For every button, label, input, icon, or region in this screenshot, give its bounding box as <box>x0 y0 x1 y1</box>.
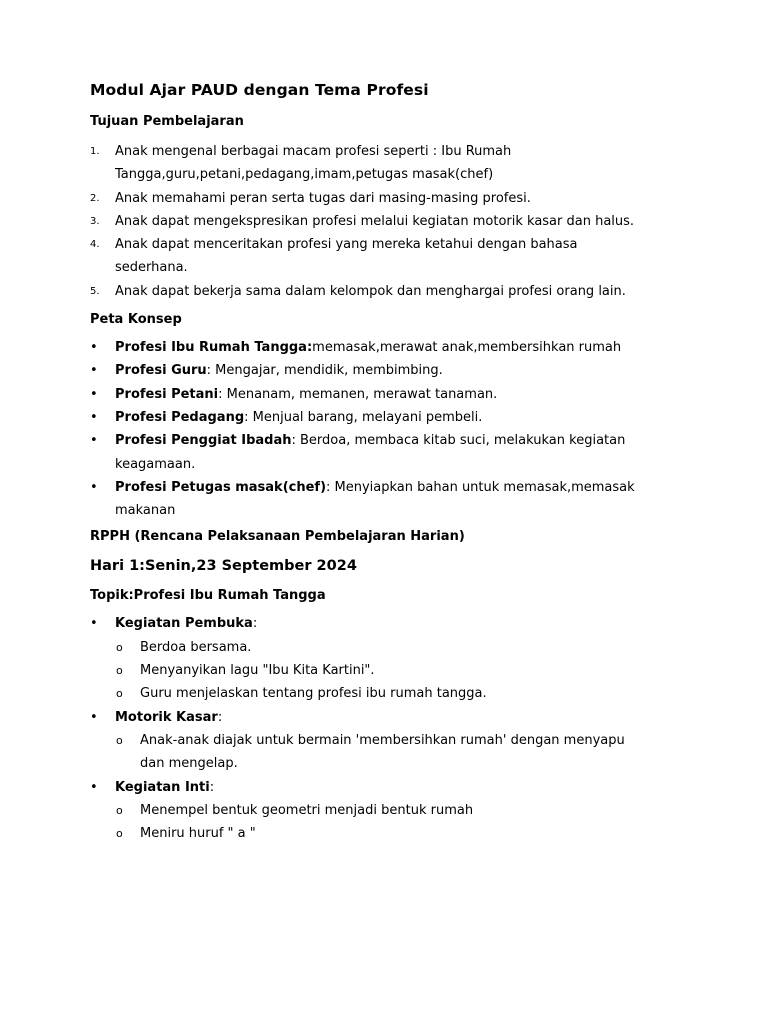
list-item <box>90 187 690 210</box>
list-text: Anak dapat bekerja sama dalam kelompok dan menghargai profesi orang lain. <box>115 283 626 299</box>
bullet-marker: • <box>90 340 98 356</box>
profession-desc: : Mengajar, mendidik, membimbing. <box>206 363 443 379</box>
sub-marker: o <box>116 687 123 701</box>
list-item <box>90 429 690 476</box>
sub-item <box>90 682 690 705</box>
list-text: Anak mengenal berbagai macam profesi seperti : Ibu Rumah <box>115 144 512 159</box>
bullet-marker: • <box>90 363 98 379</box>
activity-item <box>90 706 690 729</box>
sub-item <box>90 822 690 845</box>
profession-name: Profesi Petugas masak(chef) <box>115 479 327 495</box>
profession-desc-cont: keagamaan. <box>115 456 196 472</box>
list-item <box>90 140 690 187</box>
activity-title: Kegiatan Pembuka <box>115 616 253 632</box>
sub-marker: o <box>116 803 123 817</box>
list-number: 1. <box>90 146 100 157</box>
rpph-heading: RPPH (Rencana Pelaksanaan Pembelajaran Harian) <box>90 529 465 545</box>
sub-text: Guru menjelaskan tentang profesi ibu rumah tangga. <box>140 686 487 702</box>
sub-text-cont: dan mengelap. <box>140 756 238 772</box>
list-text: sederhana. <box>115 260 188 276</box>
peta-heading: Peta Konsep <box>90 312 182 328</box>
activity-colon: : <box>252 616 258 632</box>
list-item <box>90 210 690 233</box>
activity-list <box>90 612 690 845</box>
sub-item <box>90 799 690 822</box>
list-number: 4. <box>90 239 100 251</box>
bullet-marker: • <box>90 616 98 632</box>
bullet-marker: • <box>90 386 98 402</box>
sub-text: Menyanyikan lagu "Ibu Kita Kartini". <box>140 663 375 679</box>
list-text: Anak memahami peran serta tugas dari masing-masing profesi. <box>115 190 531 206</box>
sub-text: Meniru huruf " a " <box>140 826 256 842</box>
list-item <box>90 233 690 280</box>
sub-marker: o <box>116 664 123 678</box>
profession-name: Profesi Ibu Rumah Tangga: <box>115 340 313 356</box>
sub-text: Anak-anak diajak untuk bermain 'membersihkan rumah' dengan menyapu <box>140 732 625 748</box>
list-item <box>90 336 690 359</box>
activity-title: Motorik Kasar <box>115 709 218 725</box>
list-number: 3. <box>90 215 100 227</box>
list-text: Anak dapat mengekspresikan profesi melalui kegiatan motorik kasar dan halus. <box>115 213 635 229</box>
profession-desc: : Menjual barang, melayani pembeli. <box>244 409 483 425</box>
profession-desc: memasak,merawat anak,membersihkan rumah <box>312 340 622 356</box>
activity-colon: : <box>217 709 223 725</box>
day-heading: Hari 1:Senin,23 September 2024 <box>90 558 357 575</box>
peta-list <box>90 336 690 522</box>
list-item <box>90 406 690 429</box>
profession-name: Profesi Guru <box>115 363 207 379</box>
list-text: Anak dapat menceritakan profesi yang mereka ketahui dengan bahasa <box>115 237 578 253</box>
profession-name: Profesi Pedagang <box>115 409 245 425</box>
tujuan-heading: Tujuan Pembelajaran <box>90 114 244 129</box>
list-item <box>90 359 690 382</box>
list-item <box>90 280 690 303</box>
list-number: 2. <box>90 192 100 204</box>
sub-text: Berdoa bersama. <box>140 639 252 655</box>
sub-marker: o <box>116 827 123 841</box>
profession-desc-cont: makanan <box>115 503 176 519</box>
list-text: Tangga,guru,petani,pedagang,imam,petugas masak(chef) <box>115 167 494 183</box>
sub-item <box>90 659 690 682</box>
activity-colon: : <box>209 779 215 795</box>
profession-name: Profesi Penggiat Ibadah <box>115 433 292 449</box>
bullet-marker: • <box>90 479 98 495</box>
bullet-marker: • <box>90 433 98 449</box>
profession-desc: : Berdoa, membaca kitab suci, melakukan kegiatan <box>291 433 626 449</box>
topic-heading: Topik:Profesi Ibu Rumah Tangga <box>90 588 326 604</box>
profession-desc: : Menyiapkan bahan untuk memasak,memasak <box>326 479 635 495</box>
activity-item <box>90 612 690 635</box>
sub-marker: o <box>116 733 123 747</box>
profession-desc: : Menanam, memanen, merawat tanaman. <box>218 386 498 402</box>
sub-item <box>90 729 690 776</box>
bullet-marker: • <box>90 779 98 795</box>
sub-item <box>90 636 690 659</box>
list-item <box>90 476 690 523</box>
tujuan-list <box>90 140 690 303</box>
document-title: Modul Ajar PAUD dengan Tema Profesi <box>90 81 429 99</box>
activity-item <box>90 776 690 799</box>
list-item <box>90 383 690 406</box>
bullet-marker: • <box>90 409 98 425</box>
document-page <box>90 78 690 845</box>
sub-text: Menempel bentuk geometri menjadi bentuk rumah <box>140 802 474 818</box>
bullet-marker: • <box>90 709 98 725</box>
activity-title: Kegiatan Inti <box>115 779 210 795</box>
profession-name: Profesi Petani <box>115 386 219 402</box>
list-number: 5. <box>90 285 100 297</box>
sub-marker: o <box>116 640 123 654</box>
